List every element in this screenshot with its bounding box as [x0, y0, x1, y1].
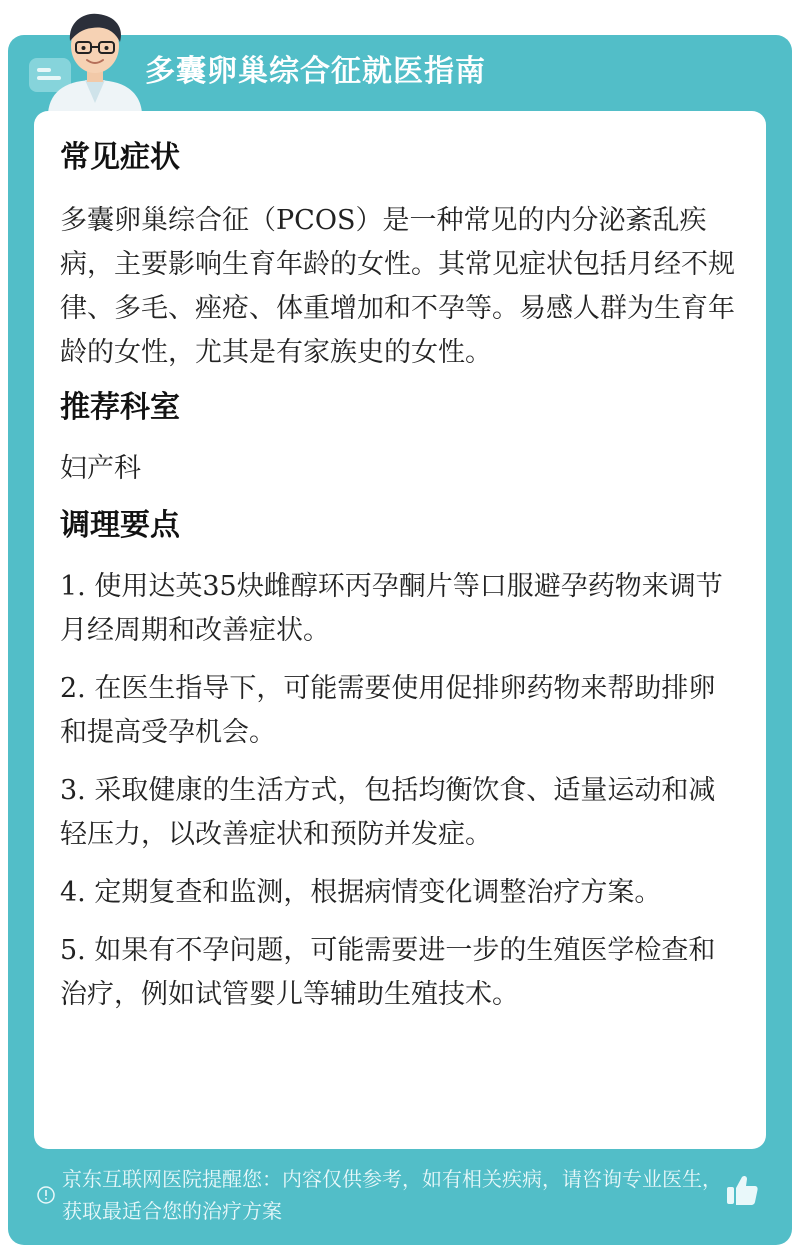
content-body: [60, 135, 742, 1031]
thumbs-up-icon[interactable]: [724, 1172, 760, 1208]
list-item: 2. 在医生指导下，可能需要使用促排卵药物来帮助排卵和提高受孕机会。: [60, 673, 716, 748]
info-icon: [37, 1186, 55, 1204]
list-item: 1. 使用达英35炔雌醇环丙孕酮片等口服避孕药物来调节月经周期和改善症状。: [60, 571, 723, 646]
care-list: [60, 565, 742, 1017]
disclaimer-text: 京东互联网医院提醒您：内容仅供参考，如有相关疾病，请咨询专业医生，获取最适合您的治疗方案: [62, 1167, 722, 1223]
section-heading-department: 推荐科室: [60, 390, 180, 425]
list-item: 3. 采取健康的生活方式，包括均衡饮食、适量运动和减轻压力，以改善症状和预防并发症。: [60, 775, 716, 850]
list-item: 4. 定期复查和监测，根据病情变化调整治疗方案。: [60, 877, 662, 908]
doctor-avatar-icon: [40, 8, 150, 113]
content-panel: [34, 111, 766, 1149]
list-item: 5. 如果有不孕问题，可能需要进一步的生殖医学检查和治疗，例如试管婴儿等辅助生殖技术。: [60, 935, 716, 1010]
page-title: 多囊卵巢综合征就医指南: [145, 54, 486, 89]
section-heading-care: 调理要点: [60, 508, 180, 543]
section-text-department: 妇产科: [60, 453, 141, 484]
section-text-symptoms: 多囊卵巢综合征（PCOS）是一种常见的内分泌紊乱疾病，主要影响生育年龄的女性。其常见症状包括月经不规律、多毛、痤疮、体重增加和不孕等。易感人群为生育年龄的女性，尤其是有家族史的女性。: [60, 205, 735, 368]
section-heading-symptoms: 常见症状: [60, 140, 180, 175]
